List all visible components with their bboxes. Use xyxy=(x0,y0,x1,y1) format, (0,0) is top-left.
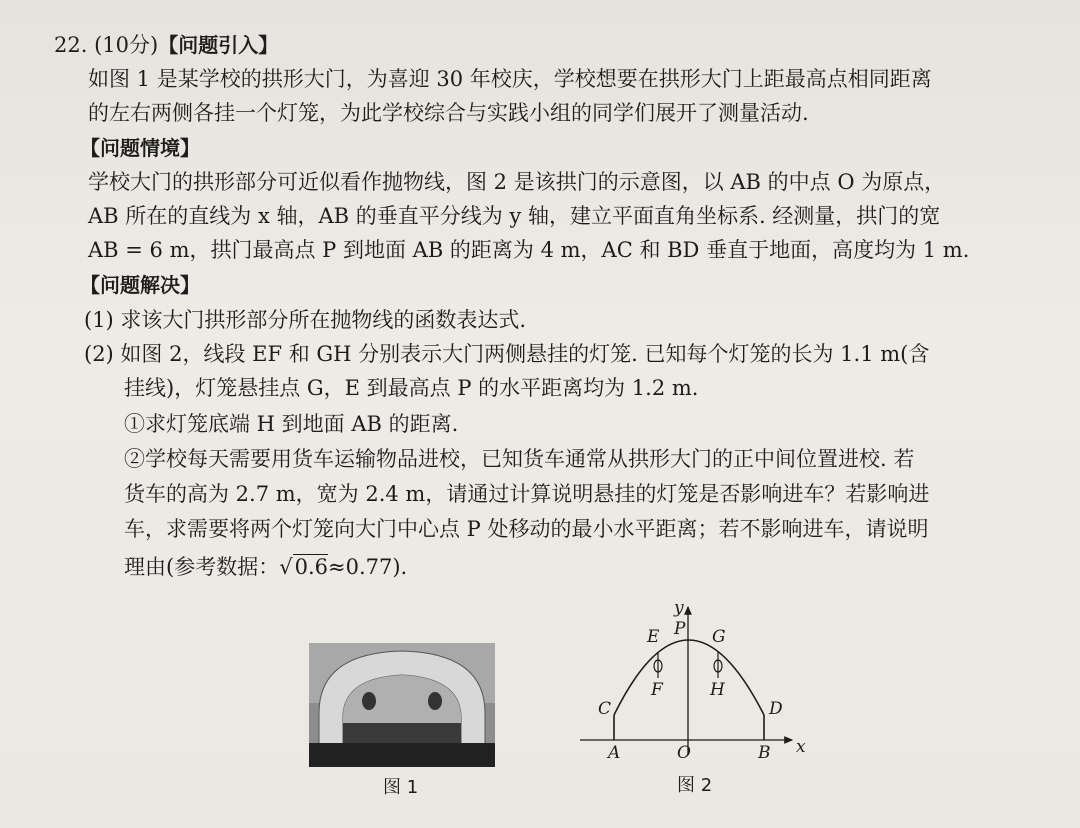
question-1: (1) 求该大门拱形部分所在抛物线的函数表达式. xyxy=(84,308,527,332)
label-point-d: D xyxy=(769,699,783,719)
label-point-a: A xyxy=(608,743,621,763)
question-2-sub-2-line-4 xyxy=(124,552,407,582)
question-2-sub-1: ①求灯笼底端 H 到地面 AB 的距离. xyxy=(124,412,459,436)
figure-1-caption: 图 1 xyxy=(383,777,419,798)
reference-data-prefix: 理由(参考数据： xyxy=(124,555,280,579)
label-point-c: C xyxy=(598,699,612,719)
section-title-intro: 【问题引入】 xyxy=(158,33,279,57)
context-line-3: AB = 6 m，拱门最高点 P 到地面 AB 的距离为 4 m，AC 和 BD 垂直于地面，高度均为 1 m. xyxy=(88,238,970,262)
figure-2-caption: 图 2 xyxy=(677,775,713,796)
intro-line-2: 的左右两侧各挂一个灯笼，为此学校综合与实践小组的同学们展开了测量活动. xyxy=(88,101,809,125)
figure-2-diagram xyxy=(570,595,820,765)
question-2-line-2: 挂线)，灯笼悬挂点 G，E 到最高点 P 的水平距离均为 1.2 m. xyxy=(124,376,699,400)
label-point-g: G xyxy=(712,627,726,647)
section-title-solve: 【问题解决】 xyxy=(80,273,200,297)
label-x-axis: x xyxy=(796,737,806,757)
question-2-sub-2-line-1: ②学校每天需要用货车运输物品进校，已知货车通常从拱形大门的正中间位置进校. 若 xyxy=(124,447,915,471)
sqrt-symbol: √ xyxy=(279,555,293,579)
label-point-f: F xyxy=(651,680,663,700)
label-point-b: B xyxy=(758,743,771,763)
label-point-p: P xyxy=(674,619,686,639)
context-line-2: AB 所在的直线为 x 轴，AB 的垂直平分线为 y 轴，建立平面直角坐标系. 经测量，拱门的宽 xyxy=(88,204,941,228)
question-2-line-1: (2) 如图 2，线段 EF 和 GH 分别表示大门两侧悬挂的灯笼. 已知每个灯笼的长为 1.1 m(含 xyxy=(84,342,930,366)
figure-1-photo xyxy=(309,643,495,767)
label-point-h: H xyxy=(710,680,725,700)
parabola-arch xyxy=(614,640,764,715)
section-title-context: 【问题情境】 xyxy=(80,136,200,160)
context-line-1: 学校大门的拱形部分可近似看作抛物线，图 2 是该拱门的示意图，以 AB 的中点 O 为原点， xyxy=(88,170,946,194)
reference-data-suffix: ≈0.77). xyxy=(328,555,408,579)
label-y-axis: y xyxy=(674,598,684,618)
label-point-e: E xyxy=(647,627,660,647)
arch-gate-photo-illustration xyxy=(309,643,495,767)
label-point-o: O xyxy=(677,743,691,763)
question-2-sub-2-line-3: 车，求需要将两个灯笼向大门中心点 P 处移动的最小水平距离；若不影响进车，请说明 xyxy=(124,517,929,541)
sqrt-radicand: 0.6 xyxy=(294,555,328,579)
question-2-sub-2-line-2: 货车的高为 2.7 m，宽为 2.4 m，请通过计算说明悬挂的灯笼是否影响进车？若影响进 xyxy=(124,482,930,506)
intro-line-1: 如图 1 是某学校的拱形大门，为喜迎 30 年校庆，学校想要在拱形大门上距最高点相同距离 xyxy=(88,67,932,91)
problem-header xyxy=(54,30,278,60)
problem-points: (10分) xyxy=(94,33,159,57)
problem-number: 22. xyxy=(54,33,88,57)
